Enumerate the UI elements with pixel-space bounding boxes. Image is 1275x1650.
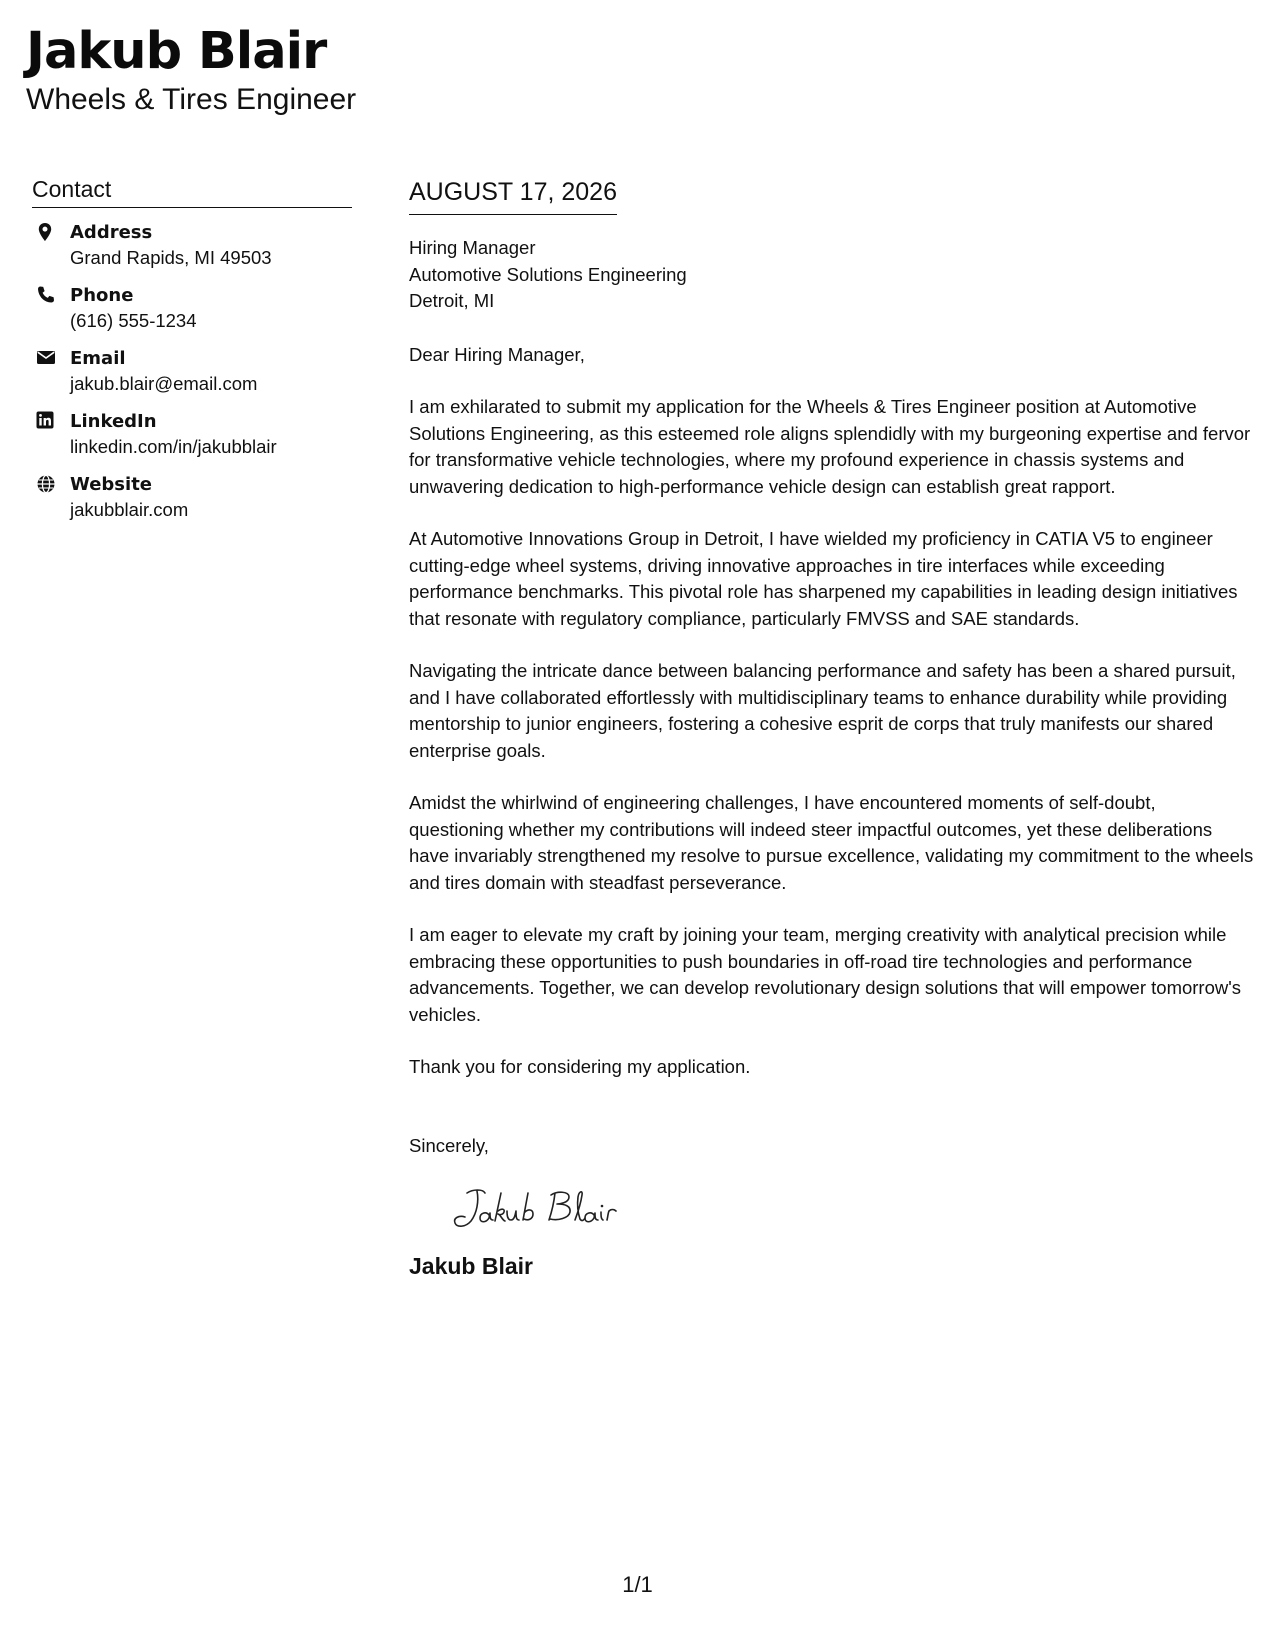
contact-label: Website xyxy=(70,474,153,495)
contact-value: (616) 555-1234 xyxy=(70,310,197,331)
signer-name: Jakub Blair xyxy=(409,1253,533,1279)
letter-paragraph: Thank you for considering my application. xyxy=(409,1056,751,1077)
letter-paragraph: At Automotive Innovations Group in Detroit, I have wielded my proficiency in CATIA V5 to engineer cutting-edge wheel systems, driving innovative approaches in tire interfaces while exceeding performance benchmarks. This pivotal role has sharpened my capabilities in leading design initiatives that resonate with regulatory compliance, particularly FMVSS and SAE standards. xyxy=(409,528,1238,629)
contact-label: Address xyxy=(70,222,153,243)
letter-paragraph: Navigating the intricate dance between balancing performance and safety has been a shared pursuit, and I have collaborated effortlessly with multidisciplinary teams to enhance durability while providing mentorship to junior engineers, fostering a cohesive esprit de corps that truly manifests our shared enterprise goals. xyxy=(409,660,1236,761)
letter-date: AUGUST 17, 2026 xyxy=(409,176,617,215)
contact-value: Grand Rapids, MI 49503 xyxy=(70,247,272,268)
location-pin-icon xyxy=(36,222,54,240)
handwritten-signature xyxy=(437,1181,647,1237)
resume-header xyxy=(26,22,356,118)
applicant-role: Wheels & Tires Engineer xyxy=(26,83,357,116)
contact-label: LinkedIn xyxy=(70,411,157,432)
recipient-title: Hiring Manager xyxy=(409,237,536,258)
letter-paragraph: Amidst the whirlwind of engineering challenges, I have encountered moments of self-doubt, questioning whether my contributions will indeed steer impactful outcomes, yet these deliberations have invariably strengthened my resolve to pursue excellence, validating my commitment to the wheels and tires domain with steadfast perseverance. xyxy=(409,792,1254,893)
contact-item-phone xyxy=(32,283,352,333)
recipient-block xyxy=(409,235,1254,315)
linkedin-icon xyxy=(36,411,54,429)
contact-label: Phone xyxy=(70,285,134,306)
applicant-name: Jakub Blair xyxy=(26,22,327,81)
contact-value: linkedin.com/in/jakubblair xyxy=(70,436,277,457)
recipient-location: Detroit, MI xyxy=(409,290,495,311)
envelope-icon xyxy=(36,348,54,366)
cover-letter-body xyxy=(409,176,1254,1281)
page-number: 1/1 xyxy=(622,1572,653,1597)
contact-value: jakubblair.com xyxy=(70,499,189,520)
globe-icon xyxy=(36,474,54,492)
closing: Sincerely, xyxy=(409,1134,489,1156)
contact-item-linkedin xyxy=(32,409,352,459)
letter-paragraph: I am eager to elevate my craft by joining your team, merging creativity with analytical precision while embracing these opportunities to push boundaries in off-road tire technologies and performance advancements. Together, we can develop revolutionary design solutions that will empower tomorrow's vehicles. xyxy=(409,924,1242,1025)
contact-label: Email xyxy=(70,348,126,369)
contact-value: jakub.blair@email.com xyxy=(70,373,258,394)
contact-item-website xyxy=(32,472,352,522)
letter-paragraph: I am exhilarated to submit my application for the Wheels & Tires Engineer position at Automotive Solutions Engineering, as this esteemed role aligns splendidly with my burgeoning expertise and fervor for transformative vehicle technologies, where my profound experience in chassis systems and unwavering dedication to high-performance vehicle design can establish great rapport. xyxy=(409,396,1251,497)
contact-sidebar xyxy=(32,174,352,535)
contact-item-address xyxy=(32,220,352,270)
contact-heading: Contact xyxy=(32,174,352,208)
phone-icon xyxy=(36,285,54,303)
contact-item-email xyxy=(32,346,352,396)
recipient-company: Automotive Solutions Engineering xyxy=(409,263,687,285)
salutation: Dear Hiring Manager, xyxy=(409,343,585,365)
